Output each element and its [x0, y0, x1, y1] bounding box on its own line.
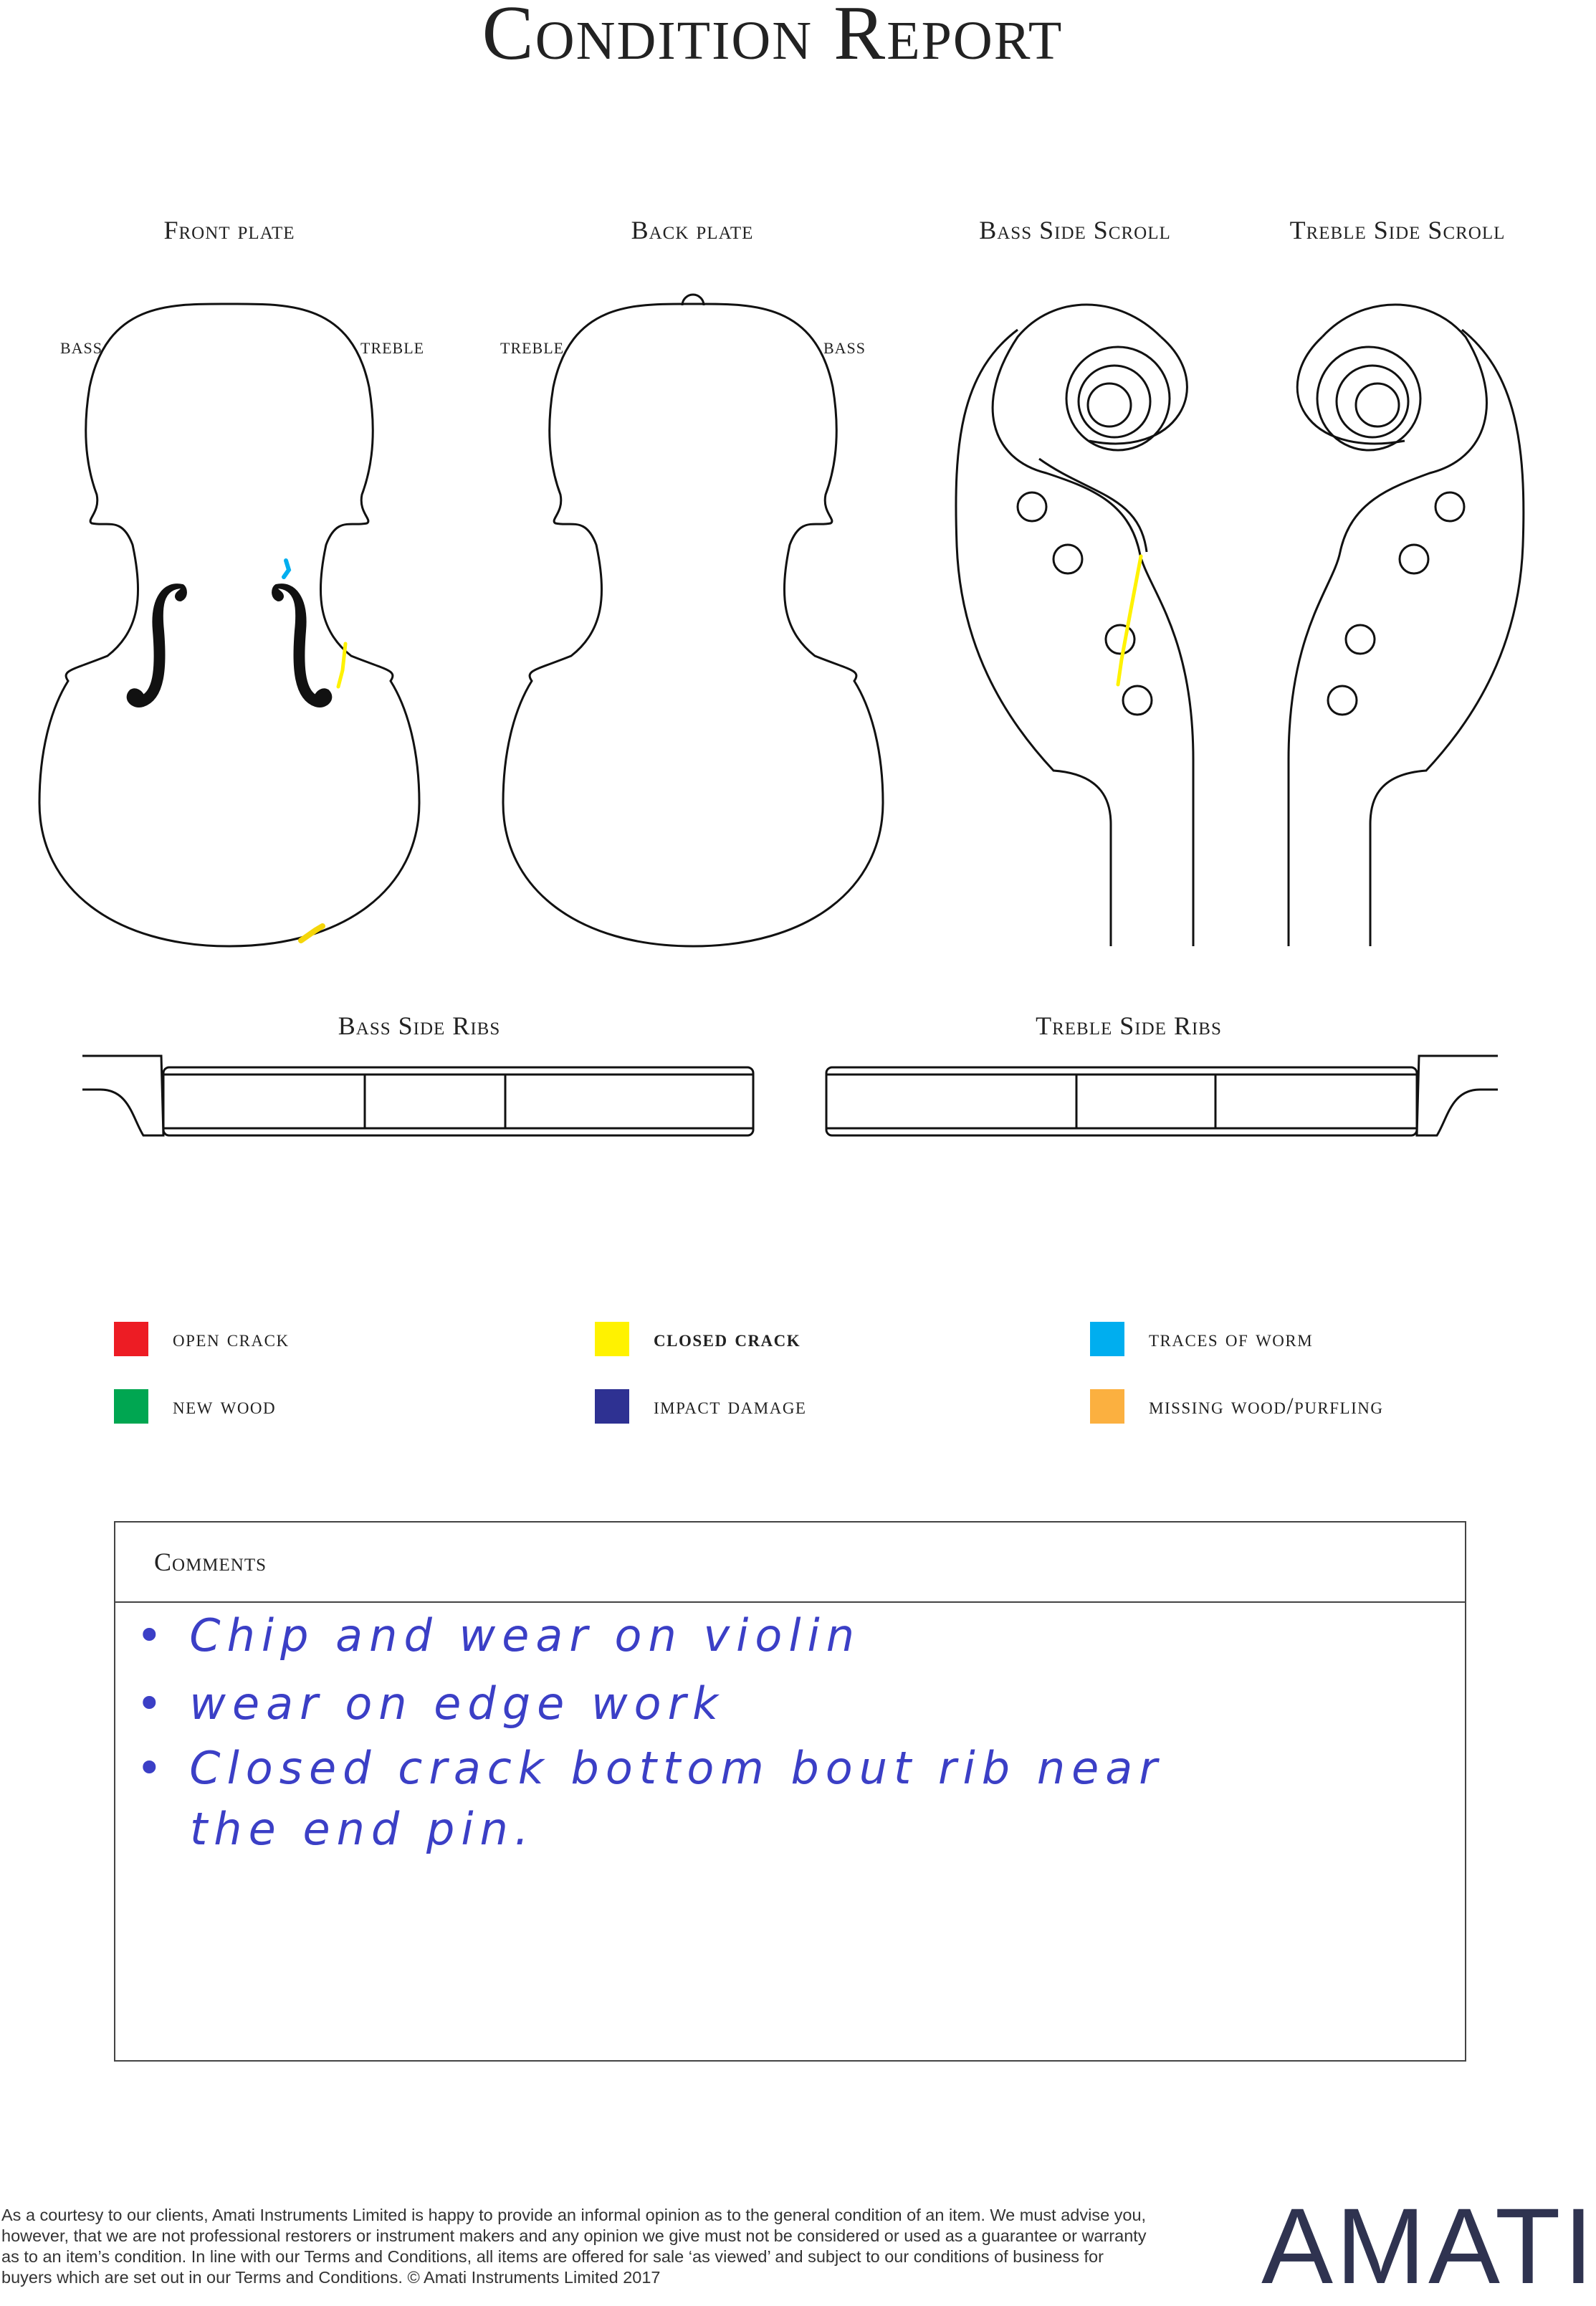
comment-line: • Closed crack bottom bout rib near	[136, 1742, 1164, 1794]
treble-ribs-outline	[826, 1067, 1417, 1135]
treble-ribs-inner	[826, 1075, 1417, 1128]
legend-swatch	[595, 1389, 629, 1424]
back-bass-label: BASS	[823, 339, 866, 357]
comment-line: • Chip and wear on violin	[136, 1609, 861, 1662]
comment-line: • wear on edge work	[136, 1677, 725, 1730]
front-plate-label: Front plate	[163, 216, 295, 244]
comments-heading: Comments	[115, 1523, 1465, 1603]
comment-line: the end pin.	[190, 1803, 535, 1855]
front-closed-crack-mark	[338, 644, 345, 687]
treble-ribs-end	[1417, 1056, 1498, 1135]
legend-swatch	[1090, 1322, 1124, 1356]
treble-f-hole	[272, 584, 331, 707]
legend-label: traces of worm	[1149, 1325, 1314, 1352]
bass-scroll-neck	[956, 330, 1111, 946]
legend-impact-damage	[595, 1388, 806, 1424]
legend-label: missing wood/purfling	[1149, 1393, 1384, 1419]
treble-side-ribs-label: Treble Side Ribs	[1036, 1011, 1222, 1040]
endpin-closed-crack-mark	[301, 926, 322, 940]
bass-scroll-curl	[1039, 459, 1147, 552]
treble-scroll-back	[1297, 337, 1405, 444]
legend-swatch	[114, 1389, 148, 1424]
disclaimer-text: As a courtesy to our clients, Amati Instruments Limited is happy to provide an informal opinion as to the general condition of an item. We must advise you, however, that we are not professional restorers or instrument makers and any opinion we give must not be considered or used as a guarantee or warranty as to an item’s condition. In line with our Terms and Conditions, all items are offered for sale ‘as viewed’ and subject to our conditions of business for buyers which are set out in our Terms and Conditions. © Amati Instruments Limited 2017	[1, 2206, 1147, 2287]
scroll-closed-crack-mark	[1118, 556, 1141, 685]
legend-missing-wood	[1090, 1388, 1384, 1424]
legend-open-crack	[114, 1321, 290, 1357]
back-plate-label: Back plate	[631, 216, 754, 244]
brand-logo: AMATI	[1261, 2186, 1596, 2306]
back-plate-outline	[503, 304, 883, 946]
treble-side-scroll-label: Treble Side Scroll	[1289, 216, 1506, 244]
front-bass-label: BASS	[60, 339, 103, 357]
front-plate-outline	[39, 304, 419, 946]
bass-ribs-inner	[163, 1075, 753, 1128]
back-treble-label: TREBLE	[500, 339, 565, 357]
legend-new-wood	[114, 1388, 276, 1424]
worm-trace-mark	[284, 561, 289, 577]
page-title: Condition Report	[482, 0, 1064, 76]
legend-label: open crack	[173, 1325, 290, 1352]
treble-scroll-neck	[1370, 330, 1524, 946]
legend-label: new wood	[173, 1393, 277, 1419]
bass-side-scroll-label: Bass Side Scroll	[979, 216, 1171, 244]
legend-swatch	[1090, 1389, 1124, 1424]
legend-swatch	[114, 1322, 148, 1356]
legend-closed-crack	[595, 1321, 801, 1357]
legend-traces-of-worm	[1090, 1321, 1313, 1357]
legend-label: impact damage	[654, 1393, 807, 1419]
legend-swatch	[595, 1322, 629, 1356]
bass-scroll-outline	[993, 305, 1193, 946]
bass-f-hole	[128, 584, 186, 707]
bass-side-ribs-label: Bass Side Ribs	[338, 1011, 501, 1040]
bass-ribs-outline	[163, 1067, 753, 1135]
bass-ribs-end	[82, 1056, 163, 1135]
legend-label: closed crack	[654, 1325, 801, 1352]
front-treble-label: TREBLE	[360, 339, 425, 357]
